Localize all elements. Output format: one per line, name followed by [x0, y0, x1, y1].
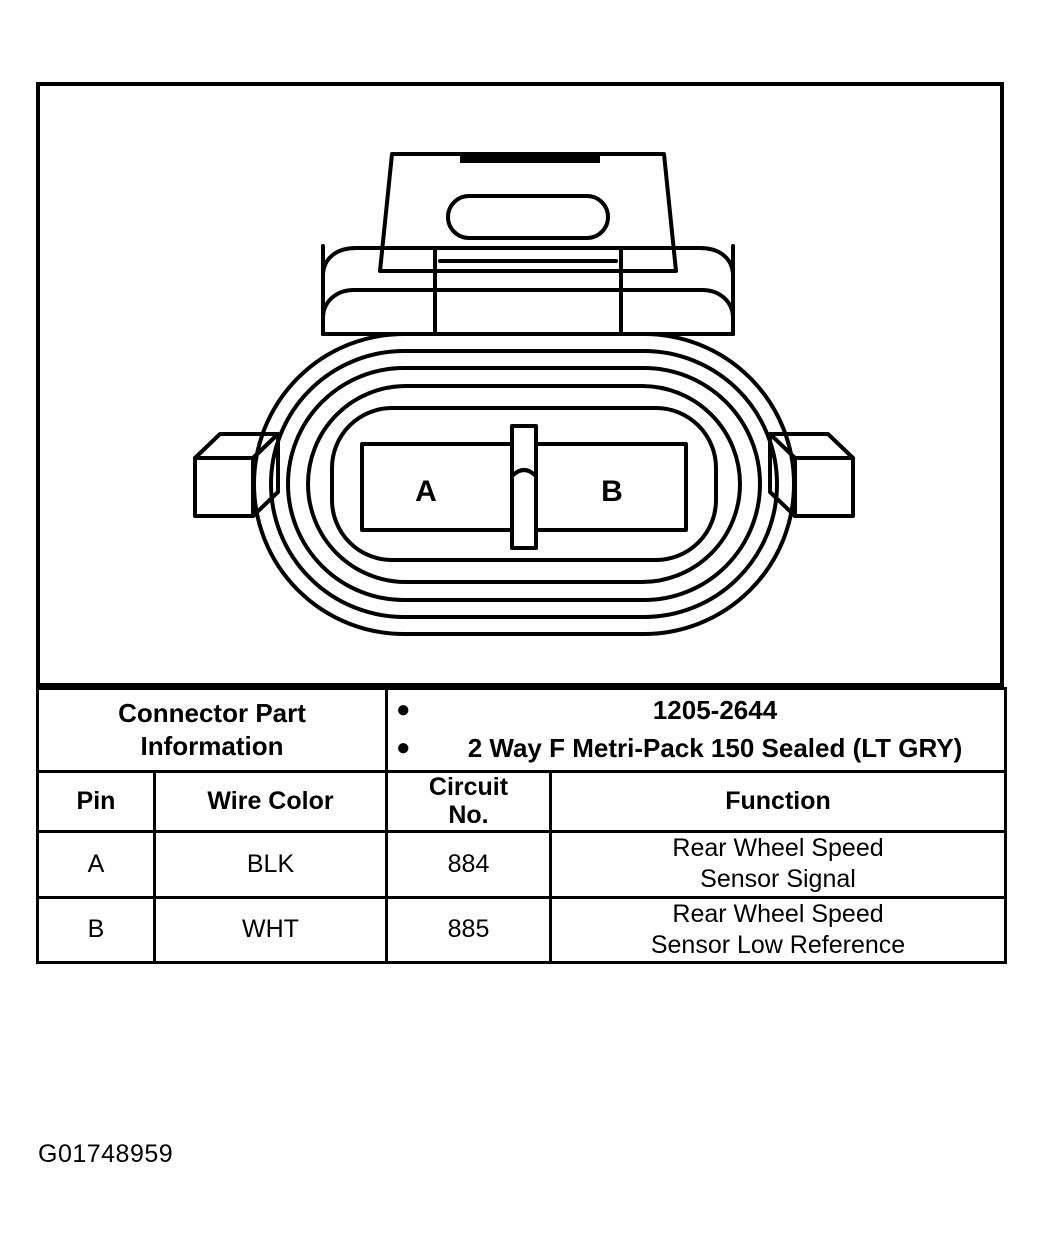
inner-cavity — [332, 408, 716, 560]
latch-tab-outline — [380, 154, 676, 271]
cpi-value-part-number: 1205-2644 — [652, 695, 778, 725]
bullet-icon: ● — [396, 696, 411, 723]
latch-tab-slot — [460, 154, 600, 163]
terminal-cavity-a — [362, 444, 512, 530]
left-wing — [195, 458, 253, 516]
cpi-label-line2: Information — [140, 730, 284, 761]
center-key-notch — [512, 470, 536, 476]
connector-body-top — [323, 290, 733, 334]
cpi-value-list — [388, 694, 1004, 766]
connector-information-table — [36, 687, 1007, 964]
latch-oval-detail — [448, 196, 608, 238]
center-key-rib — [512, 426, 536, 548]
shell-outline-1 — [254, 334, 794, 634]
cpi-label-line1: Connector Part — [118, 697, 306, 728]
header-circuit-no-line1: Circuit — [428, 772, 509, 801]
cell-wire-color: WHT — [155, 897, 387, 963]
shell-outline-4 — [308, 386, 740, 582]
cell-function — [551, 832, 1006, 898]
pin-a-label: A — [415, 475, 437, 508]
figure-id-label: G01748959 — [38, 1140, 174, 1168]
cell-wire-color: BLK — [155, 832, 387, 898]
connector-part-information-values — [387, 689, 1006, 772]
cell-function — [551, 897, 1006, 963]
header-circuit-no — [387, 771, 551, 832]
cell-function-line1: Rear Wheel Speed — [672, 834, 884, 863]
connector-svg — [40, 86, 1008, 691]
cell-function-line2: Sensor Signal — [700, 865, 856, 894]
shell-outline-3 — [288, 368, 760, 600]
list-item — [388, 694, 1004, 728]
connector-body-top-edge — [323, 318, 733, 334]
right-wing-top — [770, 434, 853, 458]
cell-circuit-no: 885 — [387, 897, 551, 963]
cell-pin: A — [38, 832, 155, 898]
shell-outline-2 — [271, 351, 777, 617]
connector-illustration-panel — [36, 82, 1004, 687]
header-circuit-no-line2: No. — [448, 801, 489, 830]
cell-function-line2: Sensor Low Reference — [650, 930, 906, 959]
table-row — [38, 832, 1006, 898]
connector-part-information-label — [38, 689, 387, 772]
pin-b-label: B — [601, 475, 623, 508]
table-header-row — [38, 771, 1006, 832]
table-row — [38, 897, 1006, 963]
cell-pin: B — [38, 897, 155, 963]
header-function: Function — [551, 771, 1006, 832]
header-pin: Pin — [38, 771, 155, 832]
right-wing — [795, 458, 853, 516]
header-wire-color: Wire Color — [155, 771, 387, 832]
bullet-icon: ● — [396, 733, 411, 761]
cpi-value-description: 2 Way F Metri-Pack 150 Sealed (LT GRY) — [467, 732, 963, 763]
cell-circuit-no: 884 — [387, 832, 551, 898]
connector-drawing — [40, 86, 1000, 683]
cell-function-line1: Rear Wheel Speed — [672, 899, 884, 928]
list-item — [388, 732, 1004, 766]
connector-part-information-row — [38, 689, 1006, 772]
